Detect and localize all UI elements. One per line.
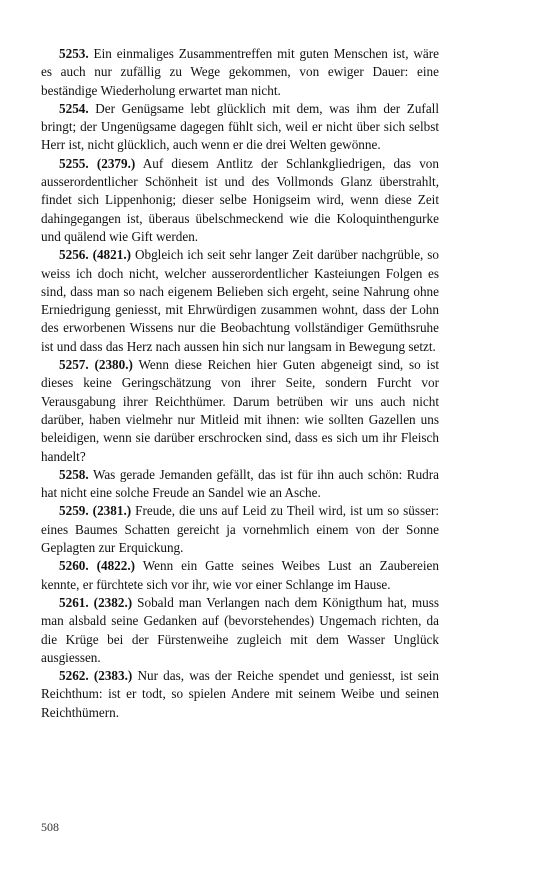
entry-number: 5253. — [59, 46, 89, 61]
entry-5254 — [41, 100, 439, 155]
entry-text: Auf diesem Antlitz der Schlankgliedrigen, das von ausserordentlicher Schönheit ist und des Vollmonds Glanz überstrahlt, findet sich Lippenhonig; dieser selbe Honigseim wird, wenn diese Zeit dahingegangen ist, überaus übelschmeckend wie die Koloquinthengurke und quälend wie Gift werden. — [41, 155, 439, 244]
entry-5260 — [41, 557, 439, 594]
entry-text: Ein einmaliges Zusammentreffen mit guten Menschen ist, wäre es auch nur zufällig zu Wege gekommen, von ewiger Dauer: eine beständige Wiederholung erwartet man nicht. — [41, 46, 440, 98]
entry-5255 — [41, 155, 439, 246]
entry-text: Nur das, was der Reiche spendet und geniesst, ist sein Reichthum: ist er todt, so spielen Andere mit seinem Weibe und seinen Reichthümern. — [41, 668, 439, 720]
entry-number: 5257. (2380.) — [59, 357, 133, 373]
entry-number: 5262. (2383.) — [59, 668, 133, 684]
entry-text: Freude, die uns auf Leid zu Theil wird, ist um so süsser: eines Baumes Schatten gereicht ja vornehmlich einem von der Sonne Geplagten zur Erquickung. — [41, 503, 440, 556]
entry-5258 — [41, 466, 439, 503]
entry-text: Was gerade Jemanden gefällt, das ist für ihn auch schön: Rudra hat nicht eine solche Freude an Sandel wie an Asche. — [41, 466, 439, 501]
entry-text: Sobald man Verlangen nach dem Königthum hat, muss man alsbald seine Gedanken auf (bevorstehendes) Ungemach richten, da die Krüge bei der Fürstenweihe zugleich mit dem Wasser Unglück ausgiessen. — [41, 594, 439, 665]
entry-number: 5261. (2382.) — [59, 594, 133, 610]
entry-text: Wenn diese Reichen hier Guten abgeneigt sind, so ist dieses keine Geringschätzung von ihrer Seite, sondern Furcht vor Verausgabung ihrer Reichthümer. Darum betrüben wir uns auch nicht darüber, haben vielmehr nur Mitleid mit ihnen: wie sollten Gazellen uns beleidigen, wenn sie darüber erschrocken sind, dass es sich um ihr Fleisch handelt? — [41, 357, 439, 464]
entry-number: 5258. — [59, 466, 89, 482]
page-number: 508 — [41, 820, 59, 834]
entry-number: 5260. (4822.) — [59, 558, 136, 574]
entry-5257 — [41, 356, 439, 466]
page-body — [41, 45, 439, 722]
entry-5259 — [41, 502, 439, 557]
entry-5261 — [41, 594, 439, 667]
entry-number: 5254. — [59, 100, 89, 116]
entry-5253 — [41, 45, 439, 100]
entry-text: Der Genügsame lebt glücklich mit dem, was ihm der Zufall bringt; der Ungenügsame dagegen fühlt sich, weil er nicht über sich selbst Herr ist, nicht glücklich, auch wenn er die drei Welten gewönne. — [41, 100, 439, 153]
entry-number: 5259. (2381.) — [59, 503, 132, 519]
entry-5262 — [41, 667, 439, 722]
entry-text: Obgleich ich seit sehr langer Zeit darüber nachgrüble, so weiss ich doch nicht, welcher ausserordentlicher Kasteiungen Folgen es sind, dass man so nach eigenem Belieben sich ergeht, seine Nahrung ohne Erniedrigung geniesst, mit Ehrwürdigen zusammen wohnt, dass der Lohn des erworbenen Wissens nur die Beobachtung vollständiger Gemüthsruhe ist und dass das Herz nach aussen hin sich nur langsam in Bewegung setzt. — [41, 247, 439, 354]
entry-number: 5256. (4821.) — [59, 247, 132, 263]
entry-number: 5255. (2379.) — [59, 155, 136, 171]
entry-5256 — [41, 246, 439, 356]
entry-text: Wenn ein Gatte seines Weibes Lust an Zaubereien kennte, er fürchtete sich vor ihr, wie vor einer Schlange im Hause. — [41, 558, 439, 592]
